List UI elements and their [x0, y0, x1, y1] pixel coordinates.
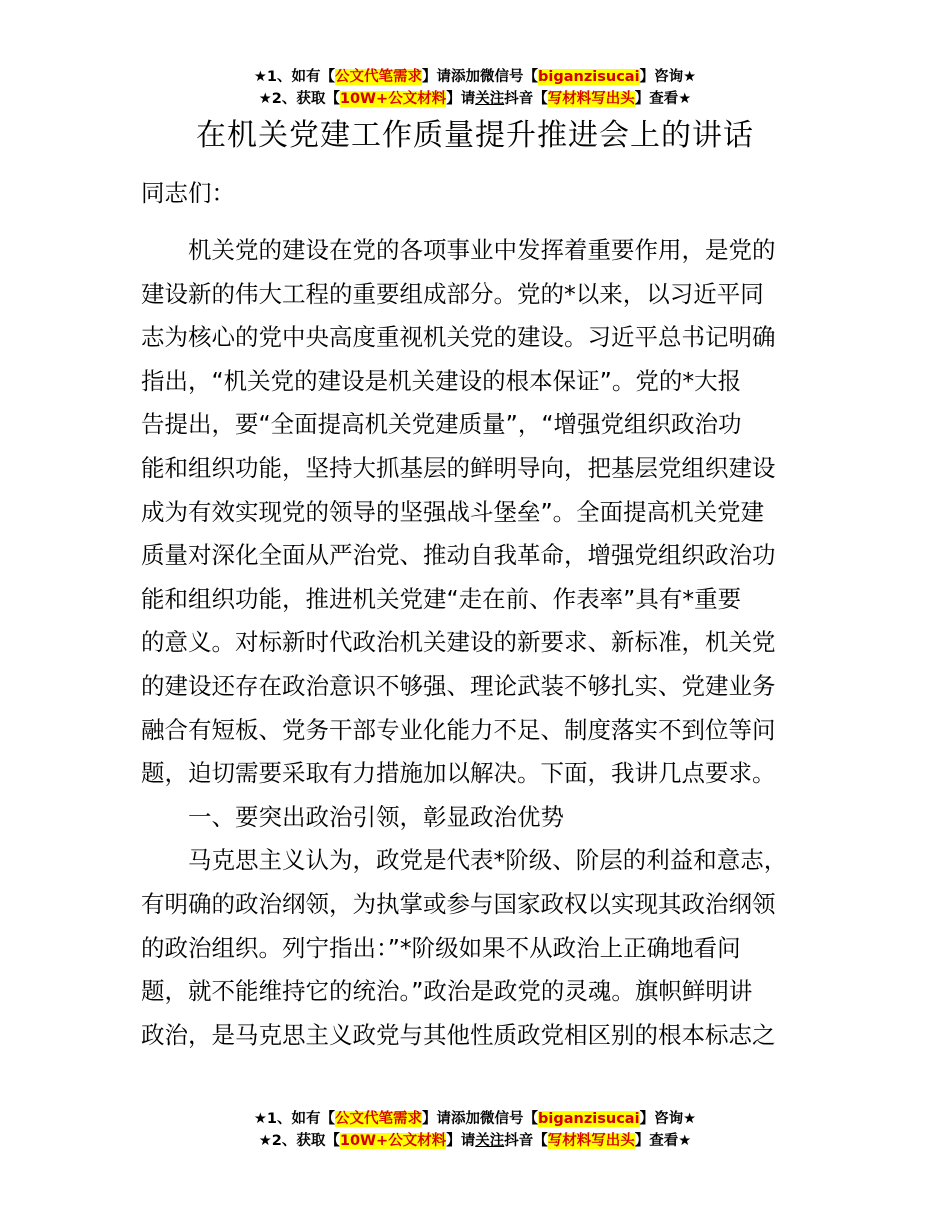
paragraph-line: 告提出，要“全面提高机关党建质量”，“增强党组织政治功: [141, 410, 742, 439]
banner-text: 】请: [446, 1133, 476, 1149]
footer-banner: [0, 1108, 950, 1152]
banner-text: ★2、获取【: [258, 91, 340, 107]
paragraph-line: 题，迫切需要采取有力措施加以解决。下面，我讲几点要求。: [141, 759, 776, 788]
banner-text: ★2、获取【: [258, 1133, 340, 1149]
banner-text: ★1、如有【: [253, 1111, 336, 1127]
banner-highlight: biganzisucai: [538, 69, 640, 85]
banner-highlight: 公文代笔需求: [335, 1111, 423, 1127]
paragraph-line: 融合有短板、党务干部专业化能力不足、制度落实不到位等问: [141, 715, 776, 744]
document-title: 在机关党建工作质量提升推进会上的讲话: [196, 118, 754, 153]
paragraph-line: 的建设还存在政治意识不够强、理论武装不够扎实、党建业务: [141, 671, 776, 700]
banner-line-2: [0, 88, 950, 110]
paragraph-line: 马克思主义认为，政党是代表*阶级、阶层的利益和意志，: [188, 846, 788, 875]
banner-highlight: 写材料写出头: [547, 1133, 635, 1149]
banner-highlight: 公文代笔需求: [335, 69, 423, 85]
paragraph-line: 能和组织功能，坚持大抓基层的鲜明导向，把基层党组织建设: [141, 453, 776, 482]
paragraph-line: 的意义。对标新时代政治机关建设的新要求、新标准，机关党: [141, 628, 776, 657]
paragraph-line: 的政治组织。列宁指出：”*阶级如果不从政治上正确地看问: [141, 933, 741, 962]
banner-text: 】咨询★: [639, 1111, 697, 1127]
document-body: [141, 169, 831, 1057]
paragraph-1: [141, 229, 831, 796]
banner-line-1: [0, 66, 950, 88]
paragraph-line: 机关党的建设在党的各项事业中发挥着重要作用，是党的: [188, 236, 776, 264]
paragraph-line: 题，就不能维持它的统治。”政治是政党的灵魂。旗帜鲜明讲: [141, 977, 753, 1006]
banner-line-2: [0, 1130, 950, 1152]
banner-text: 】请添加微信号【: [422, 1111, 539, 1127]
banner-highlight: 10W+公文材料: [339, 1133, 447, 1149]
banner-text: 抖音【: [504, 1133, 548, 1149]
banner-highlight: biganzisucai: [538, 1111, 640, 1127]
paragraph-line: 志为核心的党中央高度重视机关党的建设。习近平总书记明确: [141, 323, 776, 352]
paragraph-line: 政治，是马克思主义政党与其他性质政党相区别的根本标志之: [141, 1020, 776, 1049]
banner-text: 】请: [446, 91, 476, 107]
paragraph-line: 能和组织功能，推进机关党建“走在前、作表率”具有*重要: [141, 584, 742, 613]
banner-line-1: [0, 1108, 950, 1130]
paragraph-line: 质量对深化全面从严治党、推动自我革命，增强党组织政治功: [141, 541, 776, 570]
banner-text: 】查看★: [634, 91, 692, 107]
paragraph-line: 有明确的政治纲领，为执掌或参与国家政权以实现其政治纲领: [141, 889, 776, 918]
paragraph-line: 成为有效实现党的领导的坚强战斗堡垒”。全面提高机关党建: [141, 497, 765, 526]
banner-text: 】咨询★: [639, 69, 697, 85]
header-banner: [0, 66, 950, 110]
banner-text: 抖音【: [504, 91, 548, 107]
banner-underline: 关注: [475, 1133, 505, 1149]
banner-text: 】请添加微信号【: [422, 69, 539, 85]
salutation: 同志们：: [141, 179, 235, 207]
banner-underline: 关注: [475, 91, 505, 107]
banner-text: ★1、如有【: [253, 69, 336, 85]
banner-text: 】查看★: [634, 1133, 692, 1149]
section-heading: 一、要突出政治引领，彰显政治优势: [188, 802, 564, 831]
paragraph-2: [141, 839, 831, 1057]
banner-highlight: 写材料写出头: [547, 91, 635, 107]
paragraph-line: 建设新的伟大工程的重要组成部分。党的*以来，以习近平同: [141, 279, 764, 308]
paragraph-line: 指出，“机关党的建设是机关建设的根本保证”。党的*大报: [141, 366, 742, 395]
banner-highlight: 10W+公文材料: [339, 91, 447, 107]
